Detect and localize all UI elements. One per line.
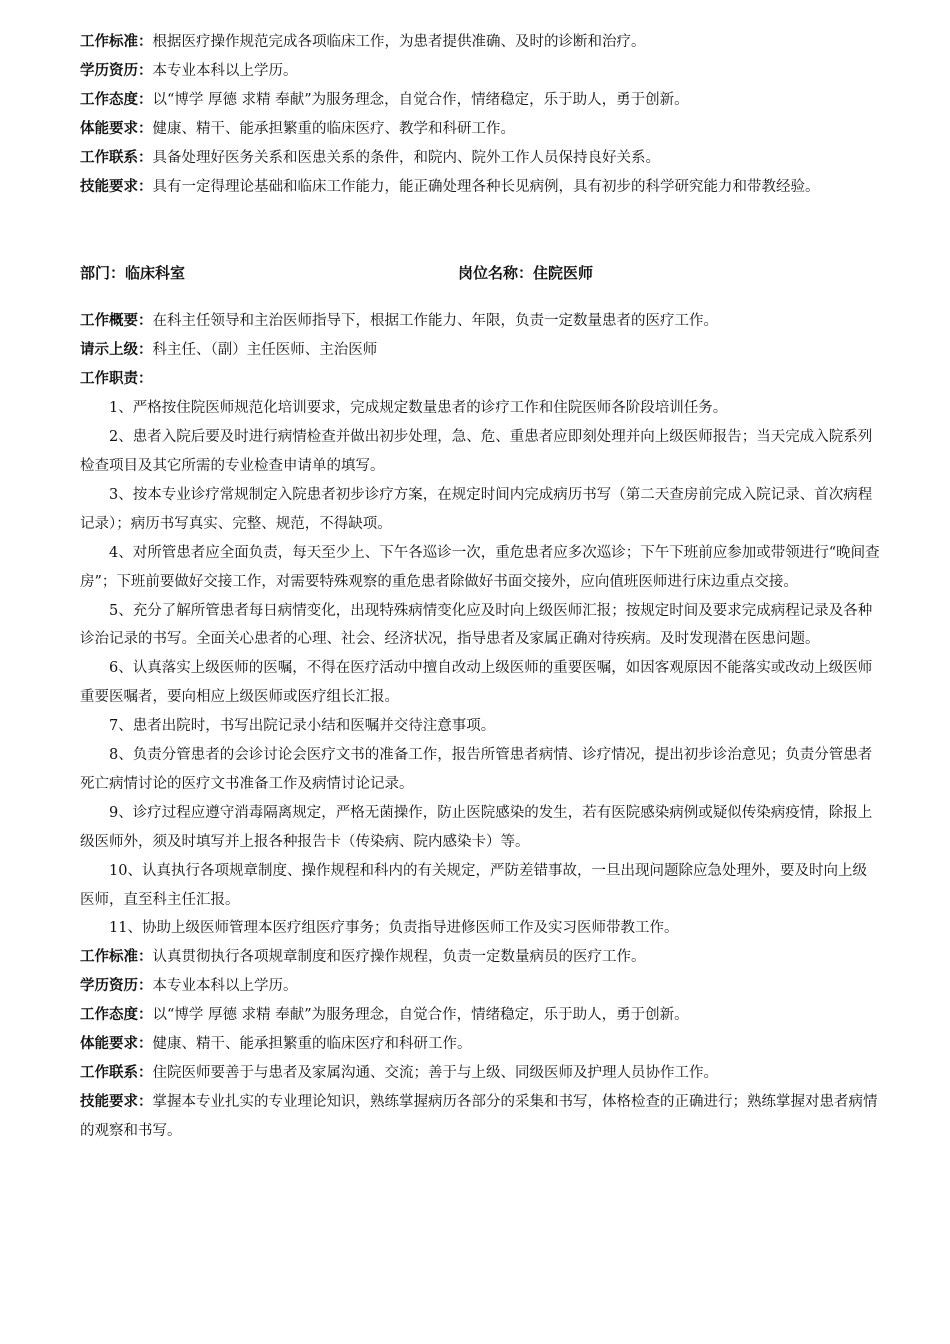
field-text: 掌握本专业扎实的专业理论知识，熟练掌握病历各部分的采集和书写，体格检查的正确进行；熟练掌握对患者病情的观察和书写。 [80,1093,878,1139]
duty-item: 4、对所管患者应全面负责，每天至少上、下午各巡诊一次，重危患者应多次巡诊；下午下班前应参加或带领进行“晚间查房”；下班前要做好交接工作，对需要特殊观察的重危患者除做好书面交接外，应向值班医师进行床边重点交接。 [80,544,880,590]
field-education [80,57,880,86]
field-skills [80,1088,880,1146]
field-label: 工作联系： [80,1065,153,1081]
field-text: 认真贯彻执行各项规章制度和医疗操作规程，负责一定数量病员的医疗工作。 [152,949,646,966]
field-contact [80,144,880,173]
duties-heading [80,365,880,394]
field-contact [80,1059,880,1088]
section2 [80,307,880,1145]
field-label: 工作标准： [80,949,153,966]
duty-item: 11、协助上级医师管理本医疗组医疗事务；负责指导进修医师工作及实习医师带教工作。 [109,920,679,937]
field-text: 本专业本科以上学历。 [152,62,298,79]
field-label: 工作概要： [80,313,153,330]
field-text: 在科主任领导和主治医师指导下，根据工作能力、年限，负责一定数量患者的医疗工作。 [152,313,718,330]
field-label: 工作联系： [80,149,153,166]
field-text: 具备处理好医务关系和医患关系的条件，和院内、院外工作人员保持良好关系。 [152,149,660,166]
field-label: 请示上级： [80,342,153,359]
document-page [80,28,880,1146]
field-attitude [80,86,880,115]
duty-item: 8、负责分管患者的会诊讨论会医疗文书的准备工作，报告所管患者病情、诊疗情况，提出初步诊治意见；负责分管患者死亡病情讨论的医疗文书准备工作及病情讨论记录。 [80,747,873,792]
field-work-standard [80,943,880,972]
duty-item: 7、患者出院时，书写出院记录小结和医嘱并交待注意事项。 [109,718,496,735]
duty-item: 9、诊疗过程应遵守消毒隔离规定，严格无菌操作，防止医院感染的发生，若有医院感染病例或疑似传染病疫情，除报上级医师外，须及时填写并上报各种报告卡（传染病、院内感染卡）等。 [80,804,873,850]
duty-item: 1、严格按住院医师规范化培训要求，完成规定数量患者的诊疗工作和住院医师各阶段培训任务。 [109,400,728,417]
field-text: 科主任、（副）主任医师、主治医师 [152,342,378,359]
section2-header [80,259,880,287]
field-overview [80,307,880,336]
field-superior [80,336,880,365]
field-text: 健康、精干、能承担繁重的临床医疗和科研工作。 [152,1036,472,1053]
field-label: 工作态度： [80,1007,153,1024]
field-work-standard [80,28,880,57]
field-label: 工作职责： [80,371,153,388]
field-physical [80,1030,880,1059]
field-label: 学历资历： [80,62,153,79]
field-physical [80,115,880,144]
section-spacer [80,201,880,259]
field-text: 健康、精干、能承担繁重的临床医疗、教学和科研工作。 [152,120,515,137]
duty-item: 3、按本专业诊疗常规制定入院患者初步诊疗方案，在规定时间内完成病历书写（第二天查房前完成入院记录、首次病程记录）；病历书写真实、完整、规范，不得缺项。 [80,486,873,532]
field-text: 根据医疗操作规范完成各项临床工作，为患者提供准确、及时的诊断和治疗。 [152,34,646,50]
department-heading: 部门：临床科室 [80,264,186,283]
field-text: 具有一定得理论基础和临床工作能力，能正确处理各种长见病例，具有初步的科学研究能力和带教经验。 [152,178,820,195]
field-label: 工作态度： [80,91,153,108]
position-heading: 岗位名称：住院医师 [458,264,594,283]
field-label: 工作标准： [80,34,153,50]
header-spacer [80,287,880,307]
field-attitude [80,1001,880,1030]
duty-item: 2、患者入院后要及时进行病情检查并做出初步处理，急、危、重患者应即刻处理并向上级医师报告；当天完成入院系列检查项目及其它所需的专业检查申请单的填写。 [80,429,873,474]
field-text: 以“博学 厚德 求精 奉献”为服务理念，自觉合作，情绪稳定，乐于助人，勇于创新。 [152,91,689,108]
duty-item: 6、认真落实上级医师的医嘱，不得在医疗活动中擅自改动上级医师的重要医嘱，如因客观原因不能落实或改动上级医师重要医嘱者，要向相应上级医师或医疗组长汇报。 [80,660,873,706]
field-label: 技能要求： [80,1093,153,1110]
field-text: 住院医师要善于与患者及家属沟通、交流；善于与上级、同级医师及护理人员协作工作。 [152,1065,718,1081]
field-skills [80,173,880,202]
duty-item: 10、认真执行各项规章制度、操作规程和科内的有关规定，严防差错事故，一旦出现问题除应急处理外，要及时向上级医师，直至科主任汇报。 [80,862,867,908]
field-label: 体能要求： [80,120,153,137]
section1 [80,28,880,201]
field-text: 本专业本科以上学历。 [152,978,298,995]
duty-item: 5、充分了解所管患者每日病情变化，出现特殊病情变化应及时向上级医师汇报；按规定时间及要求完成病程记录及各种诊治记录的书写。全面关心患者的心理、社会、经济状况，指导患者及家属正确对待疾病。及时发现潜在医患问题。 [80,602,873,648]
field-label: 体能要求： [80,1036,153,1053]
field-text: 以“博学 厚德 求精 奉献”为服务理念，自觉合作，情绪稳定，乐于助人，勇于创新。 [152,1007,689,1024]
field-label: 技能要求： [80,178,153,195]
field-label: 学历资历： [80,978,153,995]
field-education [80,972,880,1001]
